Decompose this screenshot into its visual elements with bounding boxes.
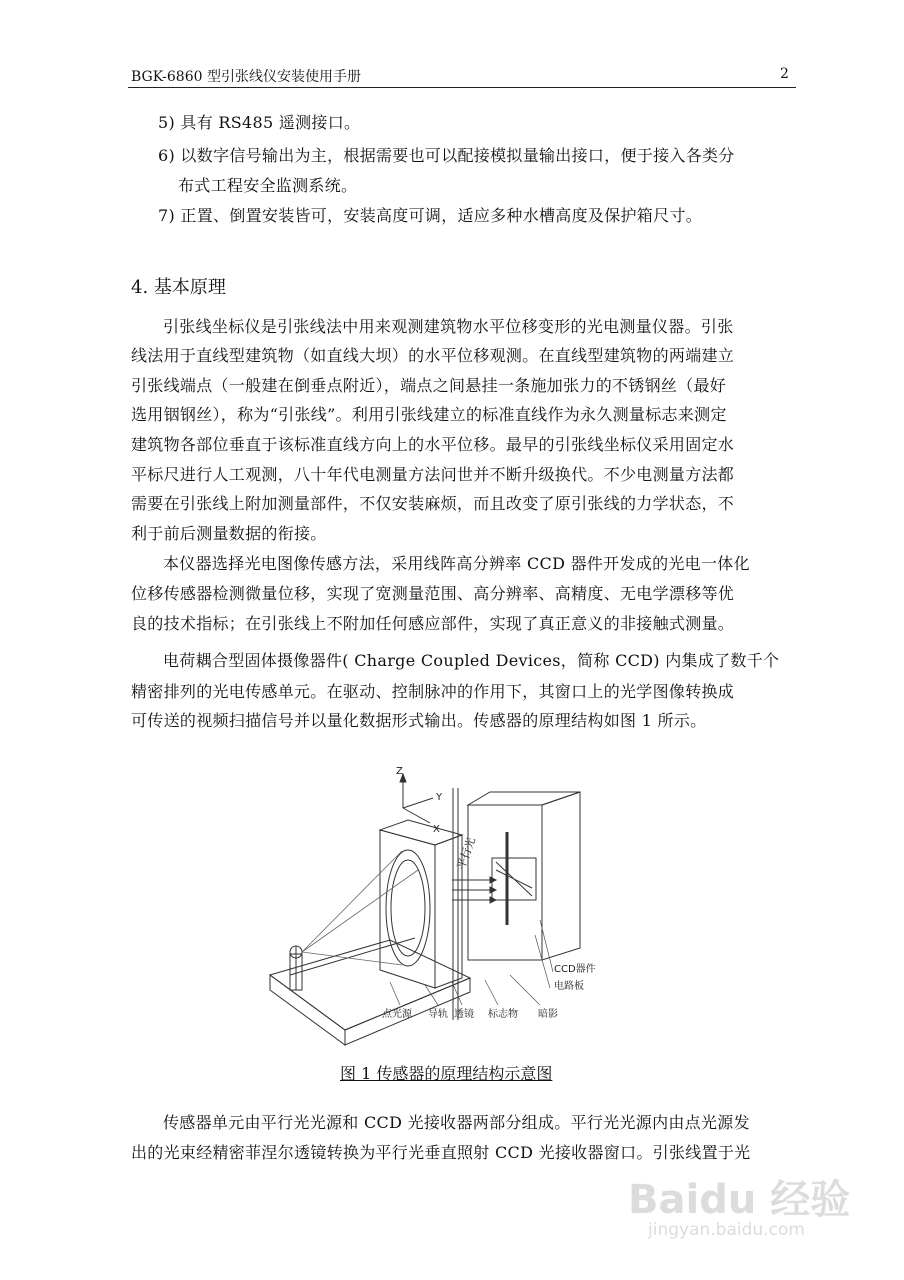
paragraph-line: 选用铟钢丝），称为“引张线”。利用引张线建立的标准直线作为永久测量标志来测定 — [131, 405, 727, 424]
paragraph-line: 需要在引张线上附加测量部件，不仅安装麻烦，而且改变了原引张线的力学状态，不 — [131, 494, 735, 513]
paragraph-line: 精密排列的光电传感单元。在驱动、控制脉冲的作用下，其窗口上的光学图像转换成 — [131, 682, 735, 701]
axis-x-label: X — [433, 824, 440, 835]
paragraph-line: 传感器单元由平行光光源和 CCD 光接收器两部分组成。平行光光源内由点光源发 — [163, 1113, 750, 1132]
point-light-source — [290, 946, 302, 990]
list-item-continuation: 布式工程安全监测系统。 — [178, 176, 358, 195]
beam-label: 平行光 — [454, 835, 479, 872]
point-source-label: 点光源 — [382, 1009, 412, 1020]
paragraph-line: 本仪器选择光电图像传感方法，采用线阵高分辨率 CCD 器件开发成的光电一体化 — [163, 554, 750, 573]
paragraph-line: 引张线端点（一般建在倒垂点附近），端点之间悬挂一条施加张力的不锈钢丝（最好 — [131, 376, 727, 395]
circuit-board-label: 电路板 — [554, 981, 584, 992]
paragraph-line: 线法用于直线型建筑物（如直线大坝）的水平位移观测。在直线型建筑物的两端建立 — [131, 346, 735, 365]
paragraph-line: 电荷耦合型固体摄像器件( Charge Coupled Devices，简称 CCD) 内集成了数千个 — [163, 651, 780, 670]
axis-z-label: Z — [396, 766, 403, 777]
paragraph-line: 平标尺进行人工观测，八十年代电测量方法问世并不断升级换代。不少电测量方法都 — [131, 465, 735, 484]
paragraph-line: 建筑物各部位垂直于该标准直线方向上的水平位移。最早的引张线坐标仪采用固定水 — [131, 435, 735, 454]
ccd-label: CCD器件 — [554, 964, 596, 975]
paragraph-line: 可传送的视频扫描信号并以量化数据形式输出。传感器的原理结构如图 1 所示。 — [131, 711, 707, 730]
shadow-label: 暗影 — [538, 1009, 558, 1020]
lens-frame — [380, 820, 462, 988]
ccd-receiver-box — [468, 792, 580, 960]
page-number: 2 — [780, 66, 789, 82]
paragraph-line: 位移传感器检测微量位移，实现了宽测量范围、高分辨率、高精度、无电学漂移等优 — [131, 584, 735, 603]
paragraph-line: 良的技术指标；在引张线上不附加任何感应部件，实现了真正意义的非接触式测量。 — [131, 614, 735, 633]
list-item: 7) 正置、倒置安装皆可，安装高度可调，适应多种水槽高度及保护箱尺寸。 — [158, 206, 703, 225]
paragraph-line: 引张线坐标仪是引张线法中用来观测建筑物水平位移变形的光电测量仪器。引张 — [163, 317, 734, 336]
rail-label: 导轨 — [428, 1009, 448, 1020]
axis-y-label: Y — [436, 792, 443, 803]
paragraph-line: 出的光束经精密菲涅尔透镜转换为平行光垂直照射 CCD 光接收器窗口。引张线置于光 — [131, 1143, 751, 1162]
marker-label: 标志物 — [488, 1009, 518, 1020]
list-item: 5) 具有 RS485 遥测接口。 — [158, 113, 361, 132]
section-heading: 4. 基本原理 — [131, 277, 226, 298]
list-item: 6) 以数字信号输出为主，根据需要也可以配接模拟量输出接口，便于接入各类分 — [158, 146, 735, 165]
label-leaders — [390, 920, 553, 1005]
baidu-watermark — [628, 1168, 868, 1248]
watermark-url: jingyan.baidu.com — [648, 1220, 805, 1240]
light-cone — [302, 851, 418, 965]
watermark-brand: Baidu 经验 — [628, 1177, 851, 1223]
parallel-beam — [452, 877, 496, 903]
coordinate-axes — [400, 774, 433, 823]
paragraph-line: 利于前后测量数据的衔接。 — [131, 524, 327, 543]
sensor-diagram — [240, 760, 620, 1050]
header-rule — [128, 87, 796, 88]
figure-caption: 图 1 传感器的原理结构示意图 — [340, 1064, 553, 1083]
lens-label: 透镜 — [454, 1009, 474, 1020]
header-title: BGK-6860 型引张线仪安装使用手册 — [131, 69, 361, 85]
